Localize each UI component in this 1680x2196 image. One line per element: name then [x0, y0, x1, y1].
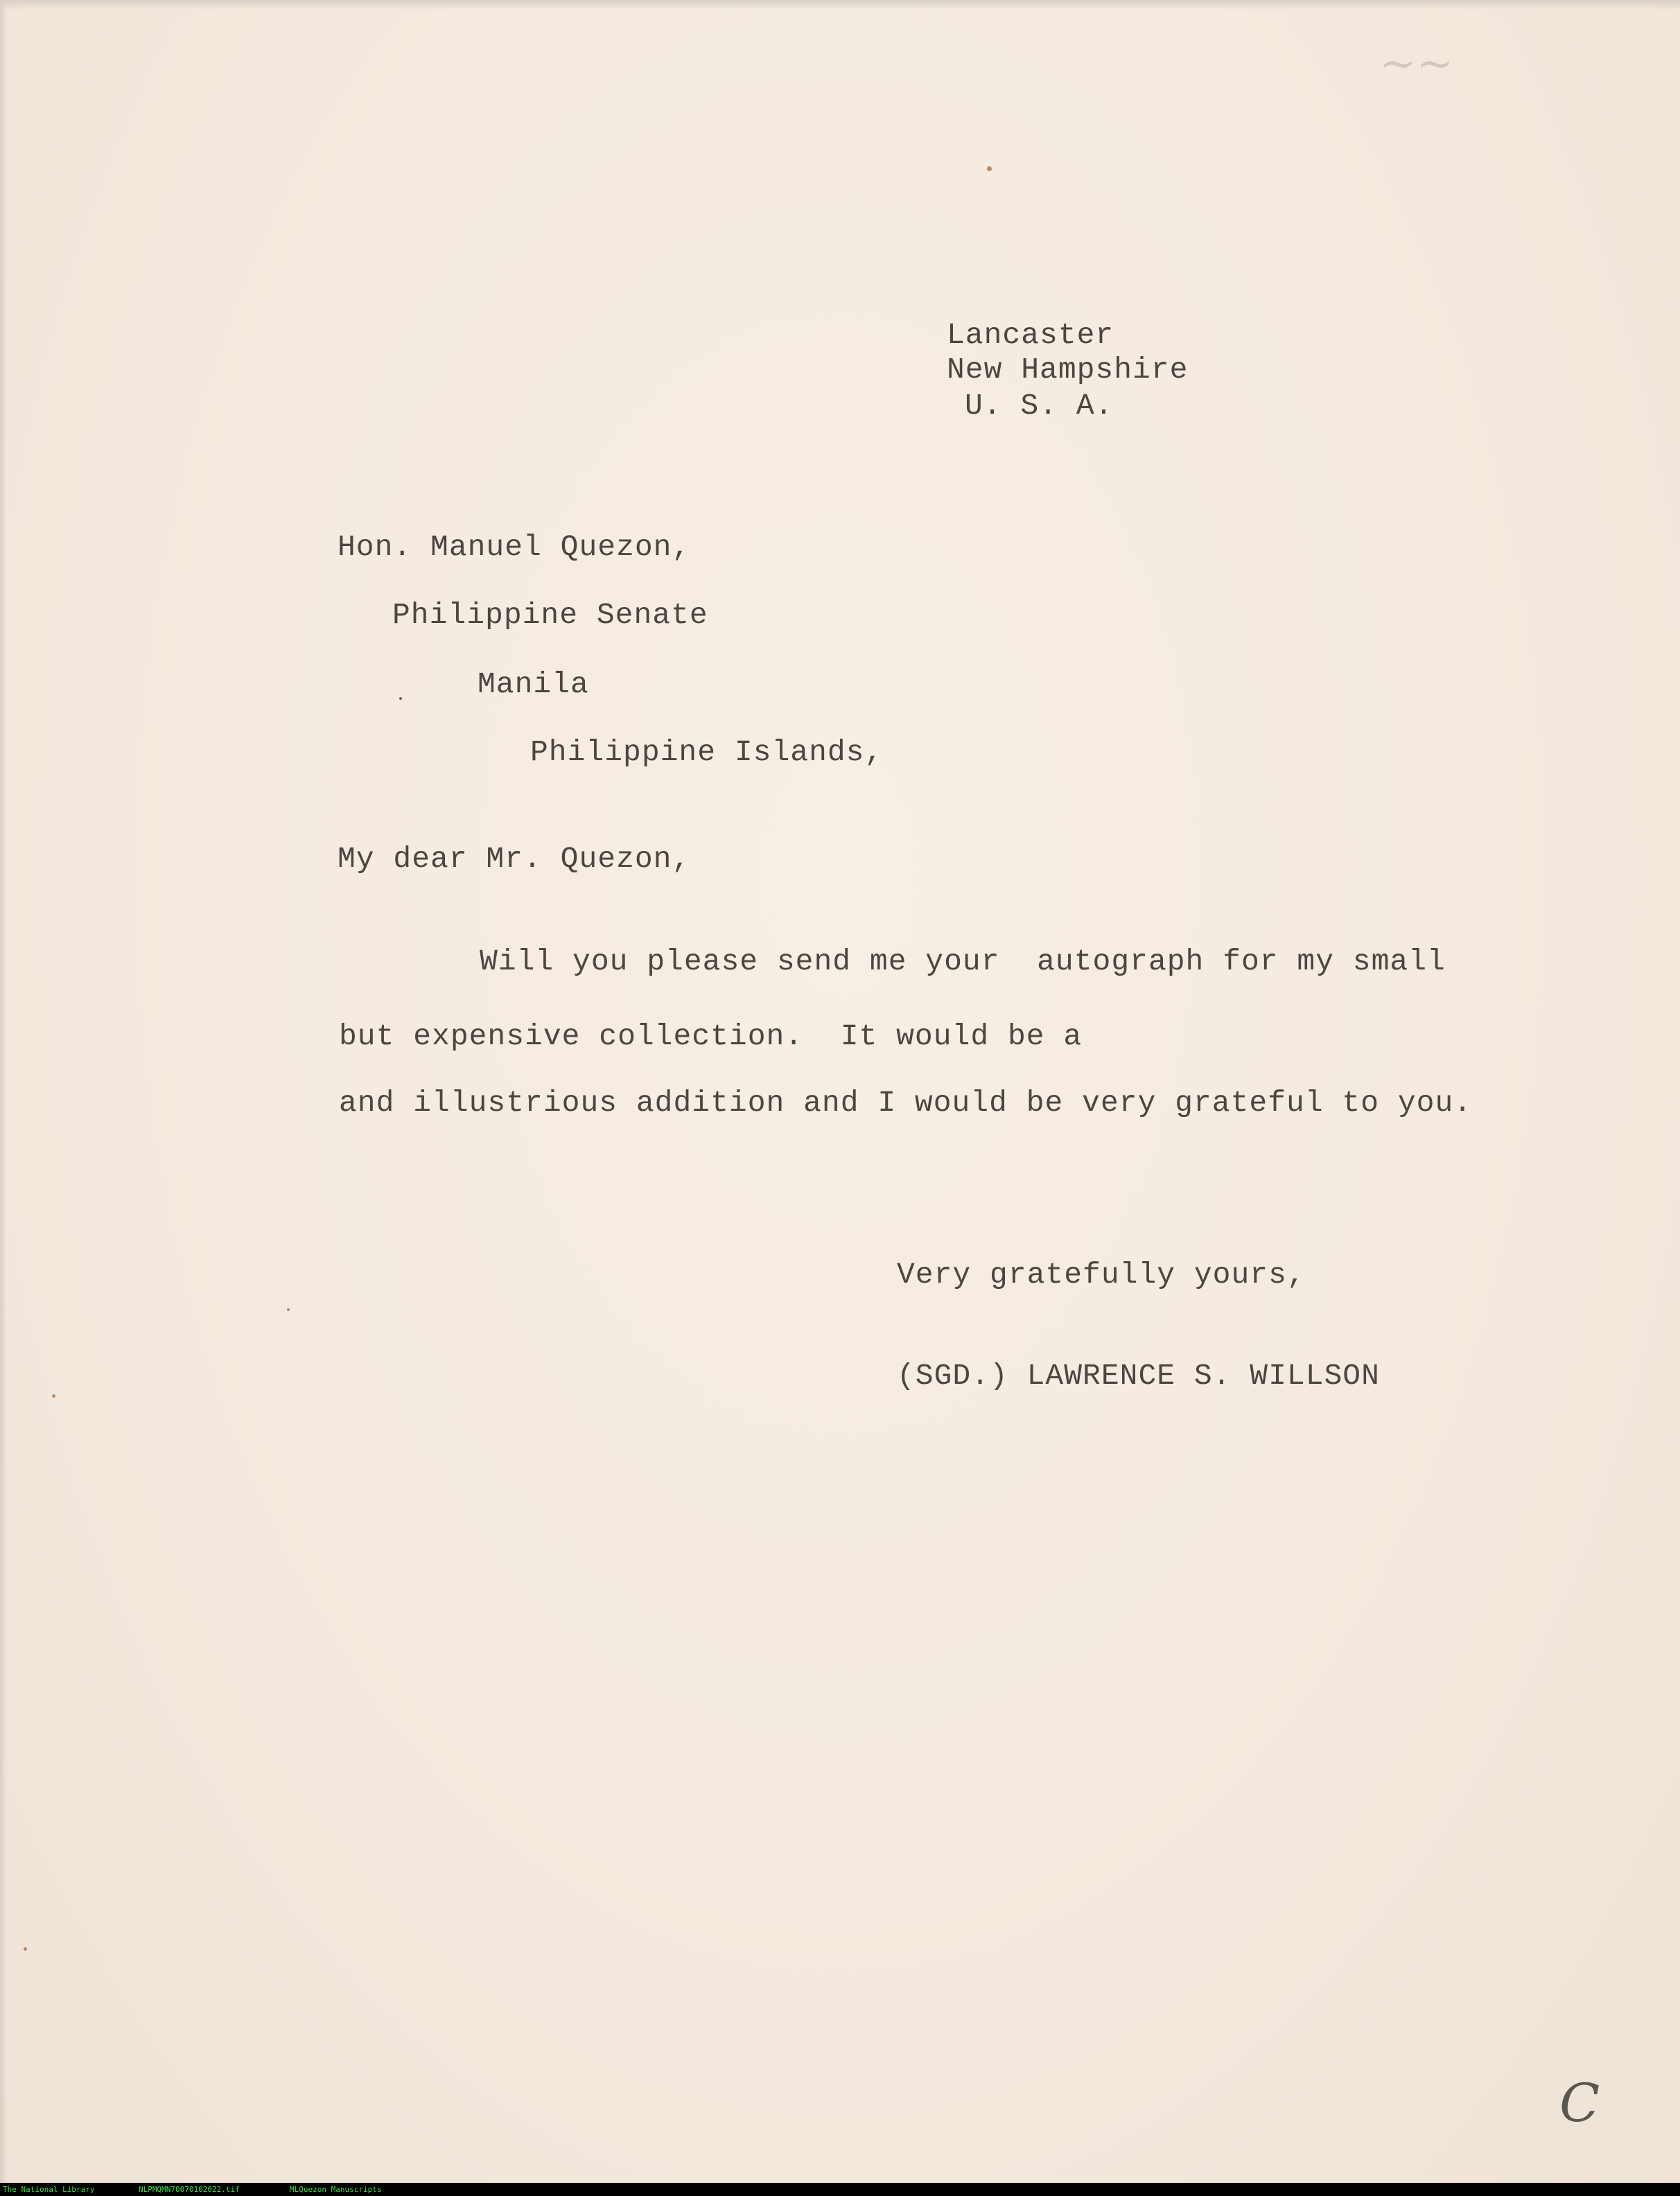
recipient-line-2: Philippine Senate	[392, 598, 708, 632]
body-line-1: Will you please send me your autograph for my small	[480, 945, 1446, 978]
faded-pencil-mark: ~~	[1379, 38, 1454, 89]
return-address-line-2: New Hampshire	[947, 353, 1189, 387]
body-line-2: but expensive collection. It would be a	[339, 1019, 1083, 1053]
recipient-line-3: Manila	[478, 667, 589, 701]
return-address-line-3: U. S. A.	[965, 389, 1114, 423]
pencil-corner-mark: C	[1559, 2072, 1600, 2134]
paper-speck	[987, 166, 992, 171]
return-address-line-1: Lancaster	[947, 318, 1114, 352]
scan-footer-bar	[0, 2183, 1680, 2196]
body-line-3: and illustrious addition and I would be very grateful to you.	[339, 1086, 1473, 1120]
signature-line: (SGD.) LAWRENCE S. WILLSON	[897, 1359, 1380, 1393]
paper-speck	[52, 1394, 55, 1398]
footer-collection: MLQuezon Manuscripts	[290, 2185, 382, 2194]
closing: Very gratefully yours,	[897, 1258, 1306, 1292]
salutation: My dear Mr. Quezon,	[338, 842, 691, 876]
paper-speck	[399, 697, 402, 700]
recipient-line-1: Hon. Manuel Quezon,	[338, 530, 691, 564]
footer-library: The National Library	[3, 2185, 95, 2194]
paper-speck	[287, 1308, 290, 1311]
recipient-line-4: Philippine Islands,	[530, 735, 884, 769]
paper-speck	[24, 1947, 27, 1951]
paper-top-edge	[0, 0, 1680, 10]
footer-file: NLPMQMN70070102022.tif	[139, 2185, 240, 2194]
paper-left-edge	[0, 0, 7, 2183]
